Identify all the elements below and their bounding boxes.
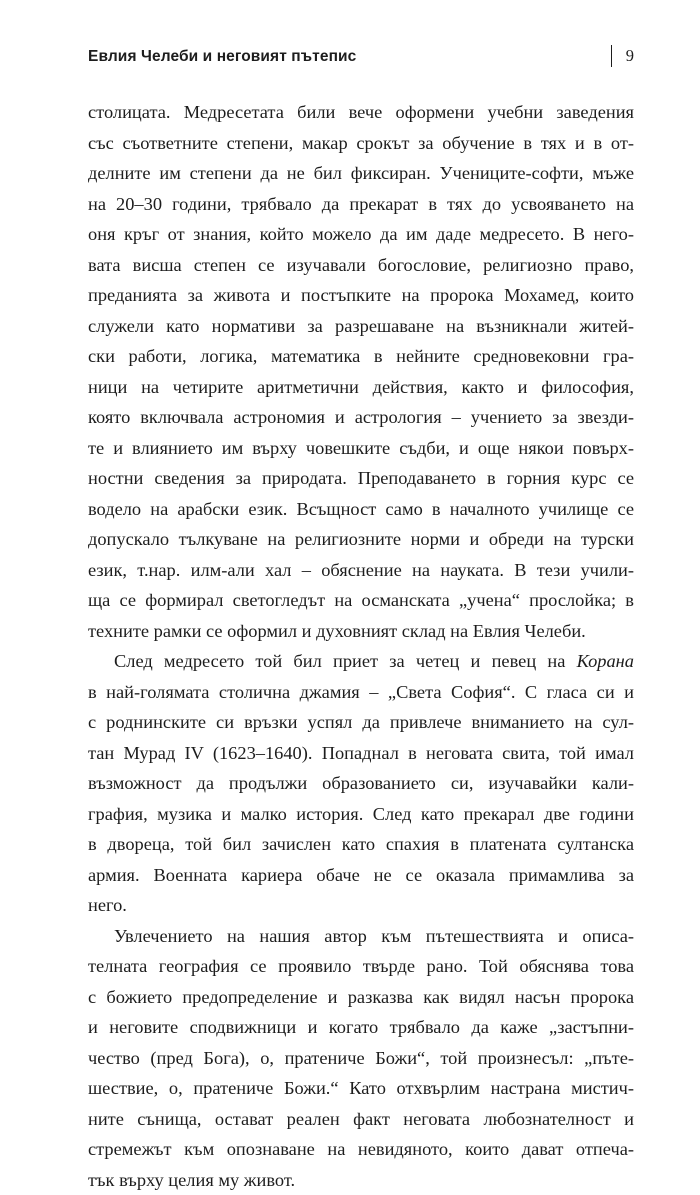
text-line: телната география се проявило твърде рано. Той обяснява това xyxy=(88,951,634,982)
text-line: ностни сведения за природата. Преподаването в горния курс се xyxy=(88,463,634,494)
running-title: Евлия Челеби и неговият пътепис xyxy=(88,48,356,66)
text-line: ски работи, логика, математика в нейните средновековни гра- xyxy=(88,341,634,372)
text-line: на 20–30 години, трябвало да прекарат в тях до усвояването на xyxy=(88,189,634,220)
text-line: оня кръг от знания, който можело да им даде медресето. В него- xyxy=(88,219,634,250)
text-line: водело на арабски език. Всъщност само в началното училище се xyxy=(88,494,634,525)
text-line: стремежът към опознаване на невидяното, които дават отпеча- xyxy=(88,1134,634,1165)
text-segment: След медресето той бил приет за четец и певец на xyxy=(114,651,577,671)
text-line: ници на четирите аритметични действия, както и философия, xyxy=(88,372,634,403)
paragraph-2 xyxy=(88,646,634,921)
text-line: в двореца, той бил зачислен като спахия в платената султанска xyxy=(88,829,634,860)
header-separator xyxy=(611,45,612,67)
text-line: възможност да продължи образованието си, изучавайки кали- xyxy=(88,768,634,799)
text-line: ща се формирал светогледът на османската „учена“ прослойка; в xyxy=(88,585,634,616)
text-line: тан Мурад IV (1623–1640). Попаднал в неговата свита, той имал xyxy=(88,738,634,769)
text-line: графия, музика и малко история. След като прекарал две години xyxy=(88,799,634,830)
text-line: в най-голямата столична джамия – „Света София“. С гласа си и xyxy=(88,677,634,708)
text-line: със съответните степени, макар срокът за обучение в тях и в от- xyxy=(88,128,634,159)
text-line: и неговите сподвижници и когато трябвало да каже „застъпни- xyxy=(88,1012,634,1043)
text-line: чество (пред Бога), о, пратениче Божи“, той произнесъл: „пъте- xyxy=(88,1043,634,1074)
text-line: шествие, о, пратениче Божи.“ Като отхвърлим настрана мистич- xyxy=(88,1073,634,1104)
text-line: столицата. Медресетата били вече оформени учебни заведения xyxy=(88,97,634,128)
text-line: армия. Военната кариера обаче не се оказала примамлива за xyxy=(88,860,634,891)
text-line: делните им степени да не бил фиксиран. Учениците-софти, мъже xyxy=(88,158,634,189)
text-line: която включвала астрономия и астрология – учението за звезди- xyxy=(88,402,634,433)
text-line: техните рамки се оформил и духовният склад на Евлия Челеби. xyxy=(88,616,634,647)
text-line: вата висша степен се изучавали богословие, религиозно право, xyxy=(88,250,634,281)
body-text xyxy=(88,97,634,1195)
text-line: Увлечението на нашия автор към пътешествията и описа- xyxy=(88,921,634,952)
page-number: 9 xyxy=(626,46,634,66)
text-line: ните сънища, остават реален факт неговата любознателност и xyxy=(88,1104,634,1135)
text-line: тък върху целия му живот. xyxy=(88,1165,634,1195)
text-line: служели като нормативи за разрешаване на възникнали житей- xyxy=(88,311,634,342)
paragraph-1 xyxy=(88,97,634,646)
text-line: него. xyxy=(88,890,634,921)
text-line: език, т.нар. илм-али хал – обяснение на науката. В тези учили- xyxy=(88,555,634,586)
text-line: преданията за живота и постъпките на пророка Мохамед, които xyxy=(88,280,634,311)
text-line: допускало тълкуване на религиозните норми и обреди на турски xyxy=(88,524,634,555)
text-line: с божието предопределение и разказва как видял насън пророка xyxy=(88,982,634,1013)
text-line: те и влиянието им върху човешките съдби, и още някои повърх- xyxy=(88,433,634,464)
text-line: с роднинските си връзки успял да привлече вниманието на сул- xyxy=(88,707,634,738)
running-header xyxy=(88,44,634,70)
text-line xyxy=(88,646,634,677)
paragraph-3 xyxy=(88,921,634,1195)
italic-term: Корана xyxy=(577,651,634,671)
